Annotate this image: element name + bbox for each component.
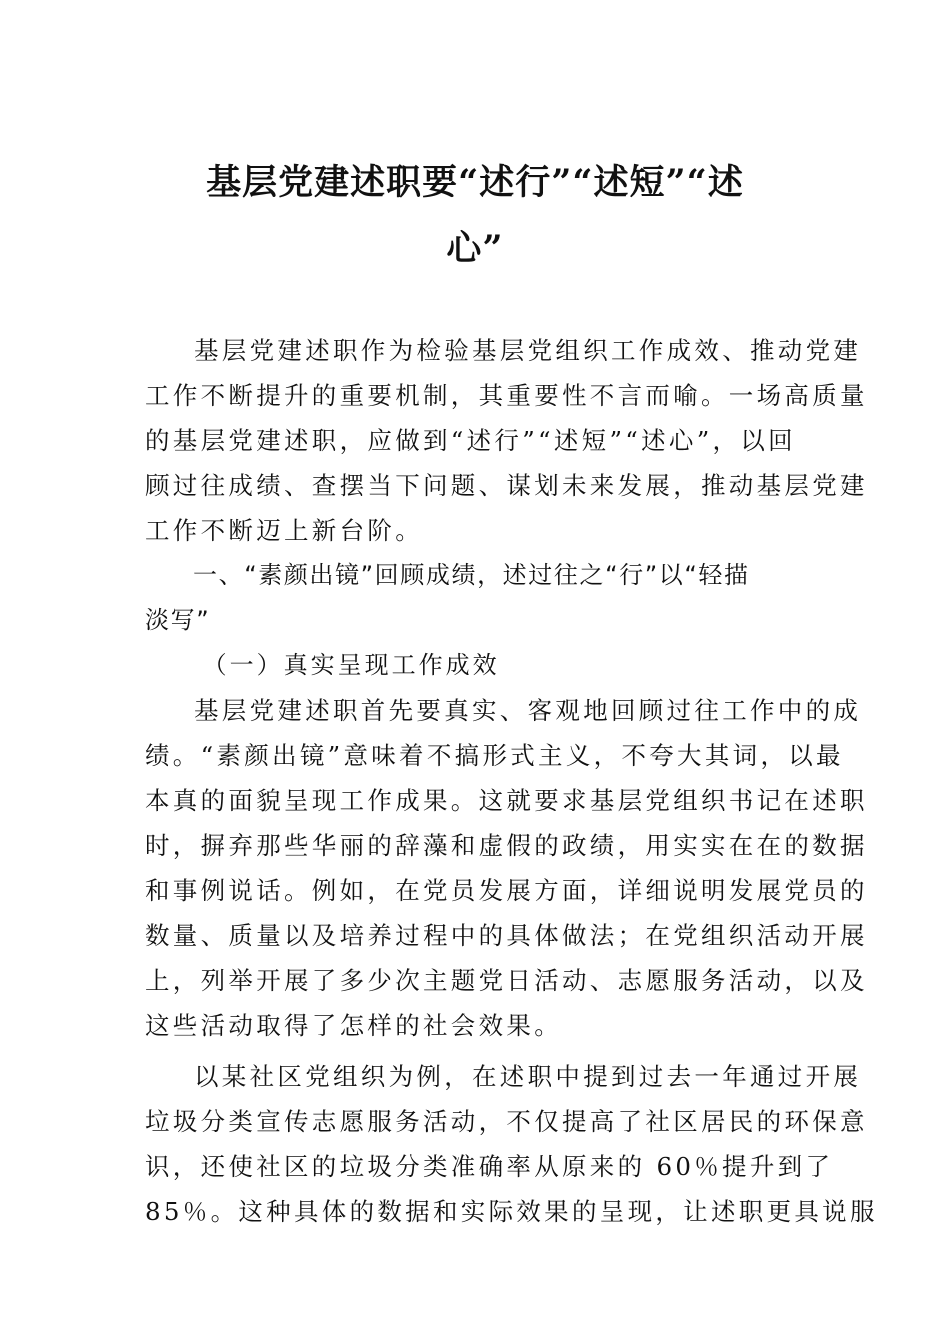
heading-line: 一、“素颜出镜”回顾成绩，述过往之“行”以“轻描 bbox=[193, 561, 750, 589]
text-line: 的基层党建述职，应做到“述行”“述短”“述心”，以回 bbox=[145, 426, 796, 455]
text-line: 85％。这种具体的数据和实际效果的呈现，让述职更具说服 bbox=[145, 1197, 878, 1226]
section-heading bbox=[145, 553, 807, 643]
text-line: 基层党建述职首先要真实、客观地回顾过往工作中的成 bbox=[194, 696, 862, 725]
body-paragraph bbox=[145, 688, 868, 1048]
title-line: 心” bbox=[446, 228, 504, 269]
text-line: 绩。“素颜出镜”意味着不搞形式主义，不夸大其词，以最 bbox=[145, 741, 844, 770]
text-line: 数量、质量以及培养过程中的具体做法；在党组织活动开展 bbox=[145, 921, 868, 950]
text-line: 和事例说话。例如，在党员发展方面，详细说明发展党员的 bbox=[145, 876, 868, 905]
subsection-heading: （一）真实呈现工作成效 bbox=[202, 651, 500, 679]
text-line: 以某社区党组织为例，在述职中提到过去一年通过开展 bbox=[194, 1062, 862, 1091]
text-line: 本真的面貌呈现工作成果。这就要求基层党组织书记在述职 bbox=[145, 786, 868, 815]
document-title bbox=[145, 150, 805, 282]
document-body bbox=[145, 328, 878, 1234]
intro-paragraph bbox=[145, 328, 868, 553]
heading-line: 淡写” bbox=[145, 606, 211, 634]
text-line: 上，列举开展了多少次主题党日活动、志愿服务活动，以及 bbox=[145, 966, 868, 995]
title-line: 基层党建述职要“述行”“述短”“述 bbox=[206, 162, 744, 203]
body-paragraph bbox=[145, 1054, 878, 1234]
text-line: 工作不断迈上新台阶。 bbox=[145, 516, 423, 545]
text-line: 这些活动取得了怎样的社会效果。 bbox=[145, 1011, 562, 1040]
text-line: 顾过往成绩、查摆当下问题、谋划未来发展，推动基层党建 bbox=[145, 471, 868, 500]
text-line: 工作不断提升的重要机制，其重要性不言而喻。一场高质量 bbox=[145, 381, 868, 410]
text-line: 时，摒弃那些华丽的辞藻和虚假的政绩，用实实在在的数据 bbox=[145, 831, 868, 860]
text-line: 识，还使社区的垃圾分类准确率从原来的 60％提升到了 bbox=[145, 1152, 834, 1181]
text-line: 基层党建述职作为检验基层党组织工作成效、推动党建 bbox=[194, 336, 862, 365]
text-line: 垃圾分类宣传志愿服务活动，不仅提高了社区居民的环保意 bbox=[145, 1107, 868, 1136]
